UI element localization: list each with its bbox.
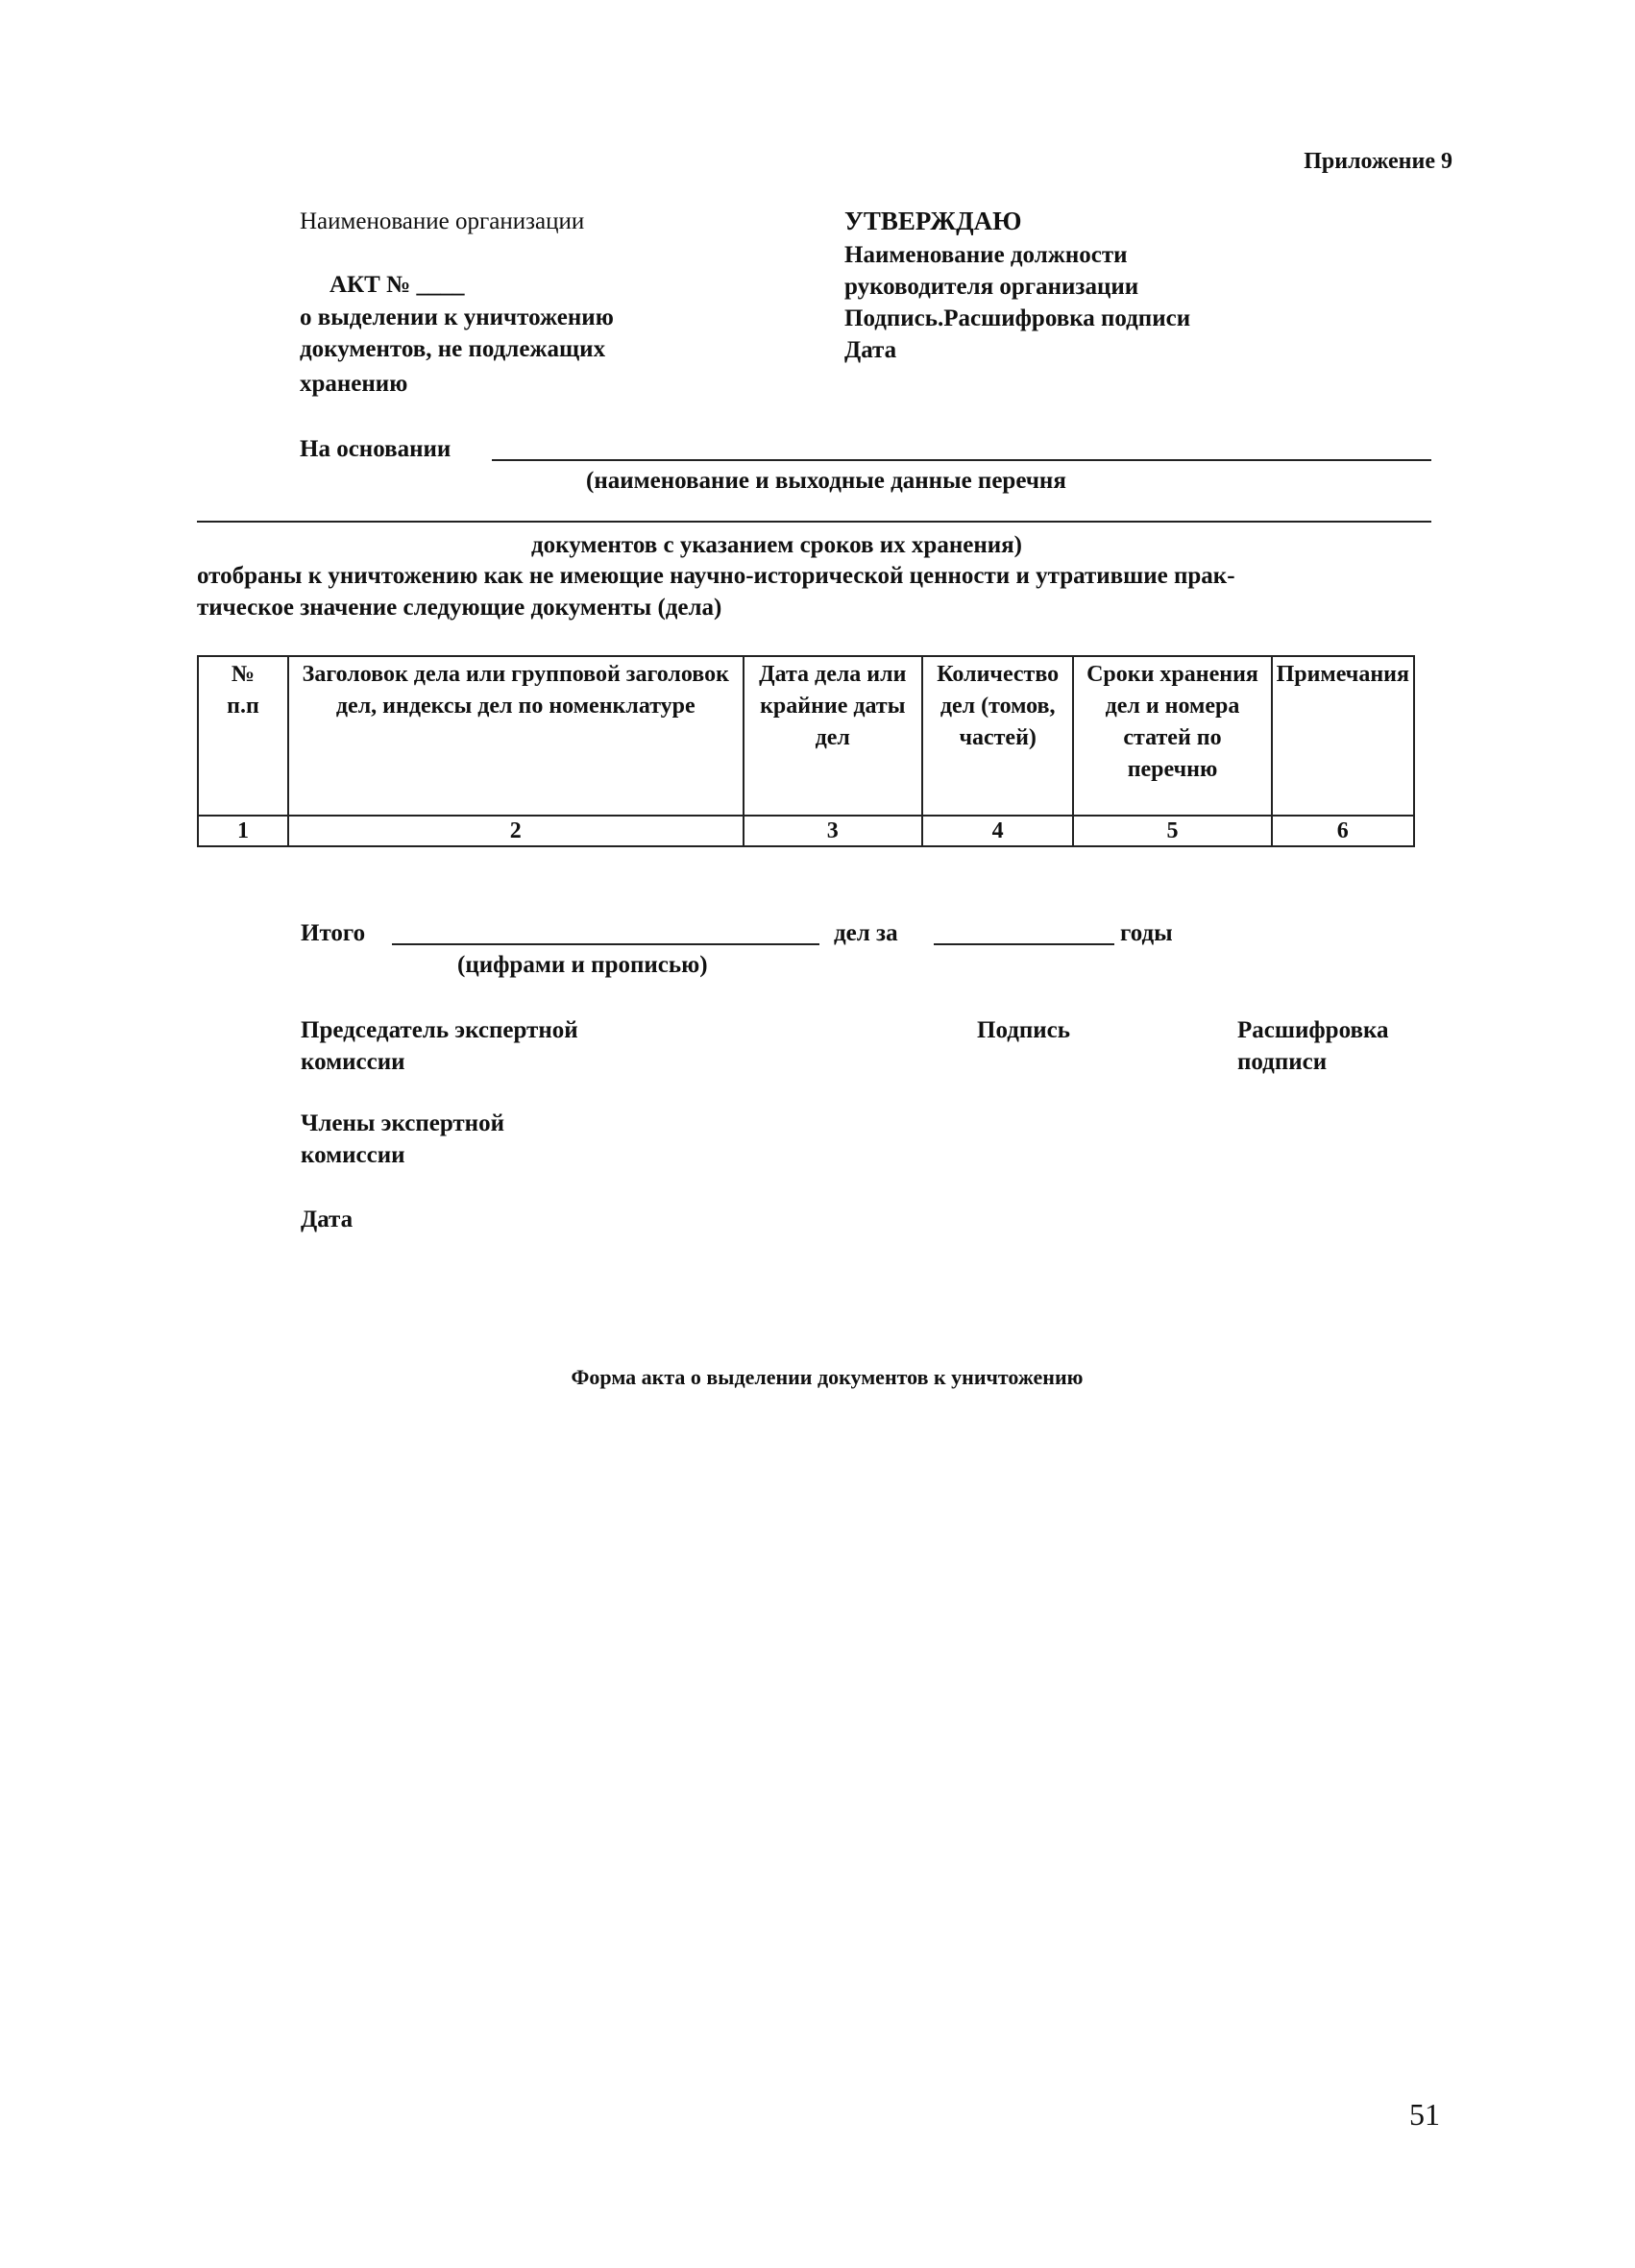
basis-hint-2: документов с указанием сроков их хранения) [531,532,1022,558]
col-number: 3 [744,816,922,846]
col-number: 1 [198,816,288,846]
decoding-1: Расшифровка [1237,1017,1389,1043]
chairman-1: Председатель экспертной [301,1017,578,1043]
org-name: Наименование организации [300,208,585,234]
col-number: 5 [1073,816,1271,846]
table-number-row [198,816,1414,846]
header-notes: Примечания [1272,656,1414,816]
date-label: Дата [301,1207,354,1232]
appendix-label: Приложение 9 [1304,149,1452,174]
documents-table [197,655,1415,847]
header-date: Дата дела или крайние даты дел [744,656,922,816]
header-count: Количество дел (томов, частей) [922,656,1074,816]
total-fill-line [392,943,819,945]
basis-fill-line-2 [197,521,1431,523]
act-subtitle-1: о выделении к уничтожению [300,305,614,330]
total-label: Итого [301,920,366,946]
basis-fill-line [492,459,1431,461]
members-1: Члены экспертной [301,1110,504,1136]
total-hint: (цифрами и прописью) [457,952,708,978]
act-title: АКТ № ____ [329,272,465,298]
header-title: Заголовок дела или групповой заголовок дел, индексы дел по номенклатуре [288,656,744,816]
approval-line-3: Подпись.Расшифровка подписи [844,305,1191,331]
body-text-1: отобраны к уничтожению как не имеющие научно-исторической ценности и утратившие прак- [197,563,1235,589]
chairman-2: комиссии [301,1049,405,1075]
approval-line-1: Наименование должности [844,242,1128,268]
approval-line-4: Дата [844,337,897,363]
basis-label: На основании [300,436,451,462]
act-subtitle-3: хранению [300,371,408,397]
signature-label: Подпись [977,1017,1070,1043]
decoding-2: подписи [1237,1049,1328,1075]
years-fill-line [934,943,1114,945]
approval-title: УТВЕРЖДАЮ [844,207,1022,235]
members-2: комиссии [301,1142,405,1168]
header-retention: Сроки хранения дел и номера статей по перечню [1073,656,1271,816]
total-middle: дел за [834,920,898,946]
act-subtitle-2: документов, не подлежащих [300,336,606,362]
body-text-2: тическое значение следующие документы (дела) [197,595,722,621]
table-header-row [198,656,1414,816]
col-number: 6 [1272,816,1414,846]
col-number: 4 [922,816,1074,846]
page-number: 51 [1409,2097,1440,2132]
col-number: 2 [288,816,744,846]
total-end: годы [1120,920,1173,946]
form-caption: Форма акта о выделении документов к уничтожению [571,1365,1084,1389]
header-number: № п.п [198,656,288,816]
approval-line-2: руководителя организации [844,274,1139,300]
basis-hint-1: (наименование и выходные данные перечня [586,468,1066,494]
